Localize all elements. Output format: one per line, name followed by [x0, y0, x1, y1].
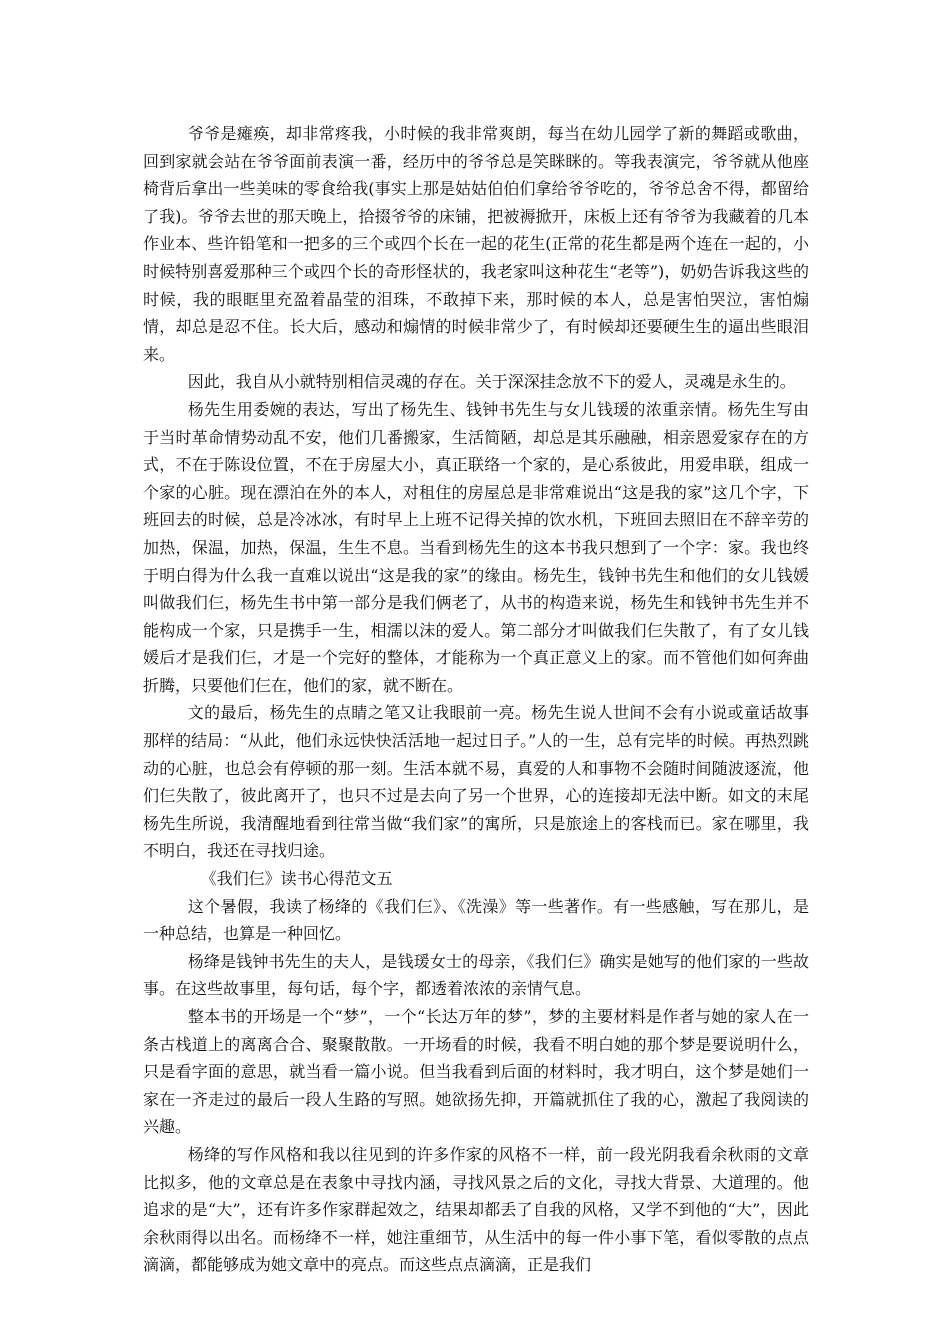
paragraph: 这个暑假，我读了杨绛的《我们仨》、《洗澡》等一些著作。有一些感触，写在那儿，是一种总结，也算是一种回忆。	[143, 896, 809, 944]
paragraph: 杨绛的写作风格和我以往见到的许多作家的风格不一样，前一段光阴我看余秋雨的文章比拟多，他的文章总是在表象中寻找内涵，寻找风景之后的文化，寻找大背景、大道理的。他追求的是“大”，还有许多作家群起效之，结果却都丢了自我的风格，又学不到他的“大”，因此余秋雨得以出名。而杨绛不一样，她注重细节，从生活中的每一件小事下笔，看似零散的点点滴滴，都能够成为她文章中的亮点。而这些点点滴滴，正是我们	[143, 1144, 809, 1275]
paragraph: 整本书的开场是一个“梦”，一个“长达万年的梦”，梦的主要材料是作者与她的家人在一条古栈道上的离离合合、聚聚散散。一开场看的时候，我看不明白她的那个梦是要说明什么，只是看字面的意思，就当看一篇小说。但当我看到后面的材料时，我才明白，这个梦是她们一家在一齐走过的最后一段人生路的写照。她欲扬先抑，开篇就抓住了我的心，激起了我阅读的兴趣。	[143, 1007, 809, 1137]
paragraph: 爷爷是瘫痪，却非常疼我，小时候的我非常爽朗，每当在幼儿园学了新的舞蹈或歌曲，回到家就会站在爷爷面前表演一番，经历中的爷爷总是笑眯眯的。等我表演完，爷爷就从他座椅背后拿出一些美味的零食给我(事实上那是姑姑伯伯们拿给爷爷吃的，爷爷总舍不得，都留给了我)。爷爷去世的那天晚上，拾掇爷爷的床铺，把被褥掀开，床板上还有爷爷为我藏着的几本作业本、些许铅笔和一把多的三个或四个长在一起的花生(正常的花生都是两个连在一起的，小时候特别喜爱那种三个或四个长的奇形怪状的，我老家叫这种花生“老等”)，奶奶告诉我这些的时候，我的眼眶里充盈着晶莹的泪珠，不敢掉下来，那时候的本人，总是害怕哭泣，害怕煽情，却总是忍不住。长大后，感动和煽情的时候非常少了，有时候却还要硬生生的逼出些眼泪来。	[143, 124, 809, 364]
section-heading: 《我们仨》读书心得范文五	[200, 869, 393, 889]
paragraph: 杨绛是钱钟书先生的夫人，是钱瑗女士的母亲，《我们仨》确实是她写的他们家的一些故事。在这些故事里，每句话，每个字，都透着浓浓的亲情气息。	[143, 951, 809, 999]
paragraph: 因此，我自从小就特别相信灵魂的存在。关于深深挂念放不下的爱人，灵魂是永生的。	[187, 372, 796, 392]
document-body	[143, 120, 809, 1279]
paragraph: 文的最后，杨先生的点睛之笔又让我眼前一亮。杨先生说人世间不会有小说或童话故事那样的结局：“从此，他们永远快快活活地一起过日子。”人的一生，总有完毕的时候。再热烈跳动的心脏，也总会有停顿的那一刻。生活本就不易，真爱的人和事物不会随时间随波逐流，他们仨失散了，彼此离开了，也只不过是去向了另一个世界，心的连接却无法中断。如文的末尾杨先生所说，我清醒地看到往常当做“我们家”的寓所，只是旅途上的客栈而已。家在哪里，我不明白，我还在寻找归途。	[143, 703, 809, 861]
paragraph: 杨先生用委婉的表达，写出了杨先生、钱钟书先生与女儿钱瑗的浓重亲情。杨先生写由于当时革命情势动乱不安，他们几番搬家，生活简陋，却总是其乐融融，相亲恩爱家存在的方式，不在于陈设位置，不在于房屋大小，真正联络一个家的，是心系彼此，用爱串联，组成一个家的心脏。现在漂泊在外的本人，对租住的房屋总是非常难说出“这是我的家”这几个字，下班回去的时候，总是冷冰冰，有时早上上班不记得关掉的饮水机，下班回去照旧在不辞辛劳的加热，保温，加热，保温，生生不息。当看到杨先生的这本书我只想到了一个字：家。我也终于明白得为什么我一直难以说出“这是我的家”的缘由。杨先生，钱钟书先生和他们的女儿钱媛叫做我们仨，杨先生书中第一部分是我们俩老了，从书的构造来说，杨先生和钱钟书先生并不能构成一个家，只是携手一生，相濡以沫的爱人。第二部分才叫做我们仨失散了，有了女儿钱媛后才是我们仨，才是一个完好的整体，才能称为一个真正意义上的家。而不管他们如何奔曲折腾，只要他们仨在，他们的家，就不断在。	[143, 399, 809, 695]
